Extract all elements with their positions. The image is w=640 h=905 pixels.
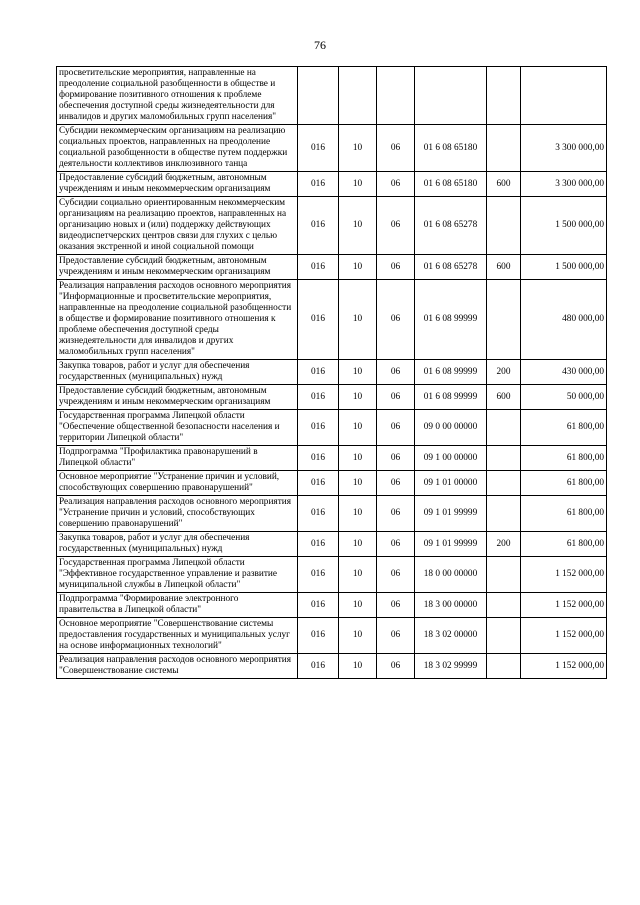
- row-expense-type: [487, 593, 521, 618]
- row-section: 10: [339, 654, 377, 679]
- row-amount: 1 500 000,00: [521, 255, 607, 280]
- row-target-article: 01 6 08 65180: [415, 125, 487, 172]
- row-subsection: [377, 67, 415, 125]
- table-row: [57, 67, 607, 125]
- row-section: 10: [339, 496, 377, 532]
- row-section: 10: [339, 532, 377, 557]
- row-name: Предоставление субсидий бюджетным, автономным учреждениям и иным некоммерческим организациям: [57, 172, 298, 197]
- table-row: [57, 385, 607, 410]
- row-subsection: 06: [377, 618, 415, 654]
- row-expense-type: [487, 197, 521, 255]
- row-amount: 1 500 000,00: [521, 197, 607, 255]
- row-name: Субсидии некоммерческим организациям на реализацию социальных проектов, направленных на преодоление социальной разобщенности в обществе путем поддержки деятельности коллективов инклюзивного танца: [57, 125, 298, 172]
- table-row: [57, 593, 607, 618]
- row-name: Государственная программа Липецкой области "Эффективное государственное управление и развитие муниципальной службы в Липецкой области": [57, 557, 298, 593]
- row-admin-code: 016: [298, 654, 339, 679]
- row-section: 10: [339, 471, 377, 496]
- row-subsection: 06: [377, 197, 415, 255]
- row-subsection: 06: [377, 410, 415, 446]
- row-section: 10: [339, 197, 377, 255]
- row-expense-type: [487, 67, 521, 125]
- row-admin-code: 016: [298, 280, 339, 360]
- row-target-article: 01 6 08 99999: [415, 360, 487, 385]
- row-target-article: 01 6 08 99999: [415, 385, 487, 410]
- row-expense-type: 600: [487, 172, 521, 197]
- row-target-article: 01 6 08 65278: [415, 197, 487, 255]
- row-subsection: 06: [377, 654, 415, 679]
- row-admin-code: 016: [298, 385, 339, 410]
- row-expense-type: 200: [487, 360, 521, 385]
- row-amount: 61 800,00: [521, 410, 607, 446]
- row-name: Субсидии социально ориентированным некоммерческим организациям на реализацию проектов, направленных на организацию новых и (или) поддержку действующих видеодиспетчерских центров связи для глухих с целью оказания экстренной и иной социальной помощи: [57, 197, 298, 255]
- row-admin-code: 016: [298, 125, 339, 172]
- row-expense-type: [487, 471, 521, 496]
- row-amount: 430 000,00: [521, 360, 607, 385]
- row-target-article: 18 3 00 00000: [415, 593, 487, 618]
- row-target-article: 18 3 02 00000: [415, 618, 487, 654]
- row-section: [339, 67, 377, 125]
- row-expense-type: [487, 446, 521, 471]
- row-admin-code: 016: [298, 446, 339, 471]
- row-section: 10: [339, 446, 377, 471]
- row-admin-code: 016: [298, 593, 339, 618]
- row-amount: 50 000,00: [521, 385, 607, 410]
- row-expense-type: 200: [487, 532, 521, 557]
- row-section: 10: [339, 280, 377, 360]
- row-subsection: 06: [377, 557, 415, 593]
- table-row: [57, 557, 607, 593]
- row-section: 10: [339, 593, 377, 618]
- row-amount: 61 800,00: [521, 532, 607, 557]
- row-target-article: 01 6 08 65180: [415, 172, 487, 197]
- row-admin-code: 016: [298, 410, 339, 446]
- row-expense-type: [487, 557, 521, 593]
- table-row: [57, 471, 607, 496]
- row-expense-type: [487, 280, 521, 360]
- table-row: [57, 654, 607, 679]
- table-row: [57, 532, 607, 557]
- row-section: 10: [339, 385, 377, 410]
- row-amount: 1 152 000,00: [521, 654, 607, 679]
- row-expense-type: [487, 618, 521, 654]
- row-subsection: 06: [377, 360, 415, 385]
- table-row: [57, 280, 607, 360]
- row-name: Предоставление субсидий бюджетным, автономным учреждениям и иным некоммерческим организациям: [57, 255, 298, 280]
- row-section: 10: [339, 255, 377, 280]
- row-amount: 1 152 000,00: [521, 557, 607, 593]
- row-section: 10: [339, 172, 377, 197]
- row-target-article: 01 6 08 99999: [415, 280, 487, 360]
- row-amount: 61 800,00: [521, 446, 607, 471]
- table-row: [57, 172, 607, 197]
- budget-table: [56, 66, 607, 679]
- table-row: [57, 618, 607, 654]
- row-expense-type: [487, 496, 521, 532]
- table-row: [57, 496, 607, 532]
- row-amount: 3 300 000,00: [521, 172, 607, 197]
- table-row: [57, 410, 607, 446]
- row-name: просветительские мероприятия, направленные на преодоление социальной разобщенности в обществе и формирование позитивного отношения к проблеме обеспечения доступной среды жизнедеятельности для инвалидов и других маломобильных групп населения": [57, 67, 298, 125]
- row-name: Предоставление субсидий бюджетным, автономным учреждениям и иным некоммерческим организациям: [57, 385, 298, 410]
- row-name: Государственная программа Липецкой области "Обеспечение общественной безопасности населения и территории Липецкой области": [57, 410, 298, 446]
- row-target-article: 01 6 08 65278: [415, 255, 487, 280]
- row-name: Реализация направления расходов основного мероприятия "Информационные и просветительские мероприятия, направленные на преодоление социальной разобщенности в обществе и формирование позитивного отношения к проблеме обеспечения доступной среды жизнедеятельности для инвалидов и других маломобильных групп населения": [57, 280, 298, 360]
- row-section: 10: [339, 410, 377, 446]
- row-target-article: 09 1 01 99999: [415, 532, 487, 557]
- row-target-article: 09 1 00 00000: [415, 446, 487, 471]
- row-name: Закупка товаров, работ и услуг для обеспечения государственных (муниципальных) нужд: [57, 532, 298, 557]
- table-row: [57, 360, 607, 385]
- row-expense-type: 600: [487, 385, 521, 410]
- row-subsection: 06: [377, 532, 415, 557]
- row-name: Реализация направления расходов основного мероприятия "Устранение причин и условий, способствующих совершению правонарушений": [57, 496, 298, 532]
- row-name: Подпрограмма "Профилактика правонарушений в Липецкой области": [57, 446, 298, 471]
- row-amount: 61 800,00: [521, 496, 607, 532]
- row-amount: [521, 67, 607, 125]
- row-subsection: 06: [377, 446, 415, 471]
- row-admin-code: 016: [298, 172, 339, 197]
- row-admin-code: [298, 67, 339, 125]
- row-section: 10: [339, 125, 377, 172]
- row-admin-code: 016: [298, 557, 339, 593]
- row-subsection: 06: [377, 280, 415, 360]
- row-amount: 480 000,00: [521, 280, 607, 360]
- row-name: Закупка товаров, работ и услуг для обеспечения государственных (муниципальных) нужд: [57, 360, 298, 385]
- table-row: [57, 446, 607, 471]
- row-expense-type: 600: [487, 255, 521, 280]
- row-expense-type: [487, 410, 521, 446]
- row-amount: 3 300 000,00: [521, 125, 607, 172]
- row-admin-code: 016: [298, 496, 339, 532]
- row-target-article: 09 1 01 00000: [415, 471, 487, 496]
- row-subsection: 06: [377, 593, 415, 618]
- row-subsection: 06: [377, 255, 415, 280]
- row-target-article: 09 0 00 00000: [415, 410, 487, 446]
- row-subsection: 06: [377, 471, 415, 496]
- row-target-article: 18 3 02 99999: [415, 654, 487, 679]
- row-name: Основное мероприятие "Совершенствование системы предоставления государственных и муниципальных услуг на основе информационных технологий": [57, 618, 298, 654]
- row-admin-code: 016: [298, 360, 339, 385]
- row-subsection: 06: [377, 172, 415, 197]
- table-row: [57, 255, 607, 280]
- row-amount: 61 800,00: [521, 471, 607, 496]
- row-expense-type: [487, 654, 521, 679]
- row-section: 10: [339, 618, 377, 654]
- row-name: Основное мероприятие "Устранение причин и условий, способствующих совершению правонарушений": [57, 471, 298, 496]
- row-admin-code: 016: [298, 532, 339, 557]
- row-name: Реализация направления расходов основного мероприятия "Совершенствование системы: [57, 654, 298, 679]
- row-admin-code: 016: [298, 471, 339, 496]
- row-expense-type: [487, 125, 521, 172]
- row-amount: 1 152 000,00: [521, 618, 607, 654]
- row-name: Подпрограмма "Формирование электронного правительства в Липецкой области": [57, 593, 298, 618]
- table-row: [57, 125, 607, 172]
- row-amount: 1 152 000,00: [521, 593, 607, 618]
- row-subsection: 06: [377, 125, 415, 172]
- row-subsection: 06: [377, 385, 415, 410]
- row-target-article: 18 0 00 00000: [415, 557, 487, 593]
- row-admin-code: 016: [298, 618, 339, 654]
- row-admin-code: 016: [298, 255, 339, 280]
- row-target-article: 09 1 01 99999: [415, 496, 487, 532]
- row-target-article: [415, 67, 487, 125]
- row-subsection: 06: [377, 496, 415, 532]
- row-section: 10: [339, 557, 377, 593]
- row-section: 10: [339, 360, 377, 385]
- page-number: 76: [314, 38, 326, 52]
- table-row: [57, 197, 607, 255]
- row-admin-code: 016: [298, 197, 339, 255]
